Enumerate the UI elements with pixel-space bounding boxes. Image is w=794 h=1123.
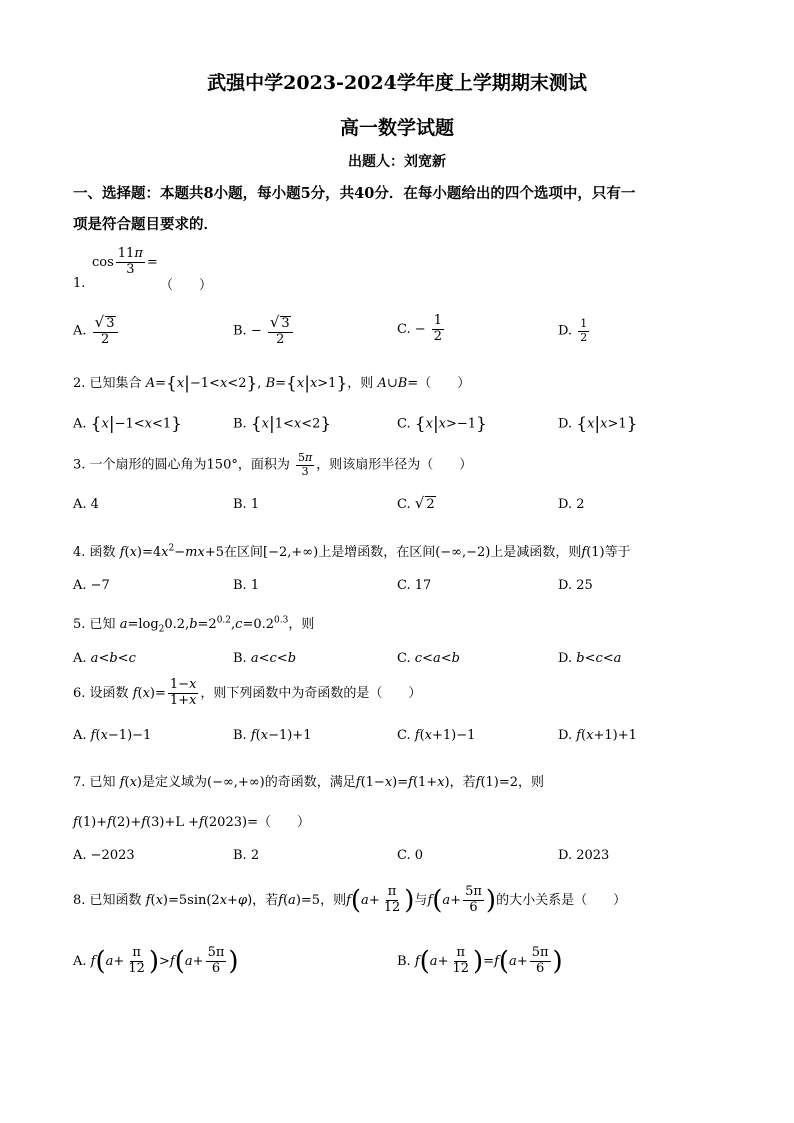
q5-option-d: D. b<c<a [558,651,622,666]
q5-option-b: B. a<c<b [233,651,297,666]
q7-mid1: 是定义域为 [142,775,208,790]
q6-stem-text: 6. 设函数 [73,685,129,701]
q3-option-b: B. 1 [233,497,260,512]
q1-option-a: A. $\frac{√ 3}{2}$ [73,314,120,348]
q7-option-a: A. −2023 [73,848,135,863]
q5-option-c-label: C. [397,651,411,666]
q2-option-d-label: D. [558,416,573,432]
q4-mid2: 上是增函数，在区间 [318,545,436,560]
q3-option-d: D. 2 [558,497,585,512]
q8-mid2: ，则 [320,892,347,908]
section-heading-line1: 一、选择题：本题共8小题，每小题5分，共40分．在每小题给出的四个选项中，只有一 [73,185,636,202]
q6-tail: ，则下列函数中为奇函数的是（ ） [200,685,422,701]
q5-stem-text: 5. 已知 [73,617,116,632]
q5-option-c: C. c<a<b [397,651,460,666]
q4-mid1: 在区间 [224,545,264,560]
q8-option-a: A. f(a+ $\frac{\pi}{12}$ )>f(a+ $\frac{5\pi}{6}$ ) [73,945,239,977]
q7-tail: ，则 [518,775,545,790]
q2-option-a: A. {x|−1<x<1} [73,414,182,434]
q3-option-c-label: C. [397,497,411,512]
q5-option-d-label: D. [558,651,573,666]
q3-stem-text: 3. 一个扇形的圆心角为150°，面积为 [73,457,290,473]
q3-option-a: A. 4 [73,497,99,512]
q5-stem: 5. 已知 $a=\log_20.2,b=2^{0.2},c=0.2^{0.3}$，则 [73,615,315,635]
q8-tail: 的大小关系是（ ） [496,892,627,908]
q2-tail: ，则 [347,376,374,391]
section-heading-line2: 项是符合题目要求的． [73,216,218,233]
q3-stem: 3. 一个扇形的圆心角为150°，面积为 $\frac{5\pi}{3}$ ，则该扇形半径为（ ） [73,451,473,478]
q7-option-b: B. 2 [233,848,260,863]
exam-subtitle: 高一数学试题 [339,117,454,139]
q7-paren: （ ） [257,815,310,830]
q1-paren: （ ） [160,278,213,293]
q4-option-b: B. 1 [233,578,260,593]
q7-stem: 7. 已知 f(x)是定义域为(−∞,+∞)的奇函数，满足f(1−x)=f(1+x)，若f(1)=2，则 [73,775,545,790]
exam-author: 出题人：刘宽新 [348,154,446,170]
q6-option-d-label: D. [558,728,573,743]
q2-option-c-label: C. [397,416,411,432]
q6-stem: 6. 设函数 f(x)= $\frac{1-x}{1+x}$ ，则下列函数中为奇函数的是（ ） [73,677,422,708]
q1-option-d: D. $\frac{1}{2}$ [558,317,588,344]
q6-option-d: D. f(x+1)+1 [558,728,637,743]
q8-stem-text: 8. 已知函数 [73,892,142,908]
q4-mid3: 上是减函数，则 [490,545,582,560]
q4-option-d: D. 25 [558,578,593,593]
q6-option-c-label: C. [397,728,411,743]
q1-option-c-label: C. [397,321,411,337]
q2-option-b: B. {x|1<x<2} [233,414,332,434]
q7-option-c: C. 0 [397,848,424,863]
q4-tail: 等于 [604,545,631,560]
q6-option-b-label: B. [233,728,247,743]
q3-tail: ，则该扇形半径为（ ） [316,457,473,473]
q5-tail: ，则 [288,617,315,632]
q2-option-b-label: B. [233,416,247,432]
q5-option-b-label: B. [233,651,247,666]
q2-stem: 2. 已知集合 A={x|−1<x<2}, B={x|x>1}，则 A∪B=（ ） [73,373,471,394]
q6-option-a-label: A. [73,728,87,743]
q6-option-a: A. f(x−1)−1 [73,728,152,743]
q2-option-c: C. {x|x>−1} [397,414,487,434]
q1-option-b-label: B. [233,323,247,339]
exam-title: 武强中学2023-2024学年度上学期期末测试 [207,72,587,94]
q4-option-c: C. 17 [397,578,432,593]
q8-mid3: 与 [414,892,428,908]
q2-option-a-label: A. [73,416,87,432]
q5-option-a-label: A. [73,651,87,666]
q1-stem: cos $\frac{11\pi}{3}$ = [92,246,158,277]
q4-option-a: A. −7 [73,578,110,593]
q4-stem-text: 4. 函数 [73,545,116,560]
q6-option-b: B. f(x−1)+1 [233,728,312,743]
q7-option-d: D. 2023 [558,848,610,863]
q7-mid2: 的奇函数，满足 [264,775,356,790]
q1-option-a-label: A. [73,323,87,339]
q8-mid1: ，若 [252,892,279,908]
q8-option-b-label: B. [397,953,411,969]
q2-stem-text: 2. 已知集合 [73,376,142,391]
q7-mid3: ，若 [449,775,476,790]
q4-stem: 4. 函数 $f(x)=4x^2-mx+5$在区间[−2,+∞)上是增函数，在区间(−∞,−2)上是减函数，则f(1)等于 [73,543,631,560]
q1-option-c: C. − $\frac{1}{2}$ [397,313,443,344]
q8-option-a-label: A. [73,953,87,969]
q2-option-d: D. {x|x>1} [558,414,638,434]
q1-option-b: B. − $\frac{√ 3}{2}$ [233,314,295,348]
q3-option-c: C. √ 2 [397,494,435,512]
q8-stem: 8. 已知函数 f(x)=5sin(2x+φ)，若f(a)=5，则f(a+ $\frac{\pi}{12}$ )与f(a+ $\frac{5\pi}{6}$ )的大小关系是（ ） [73,884,627,916]
q1-number: 1. [73,276,86,291]
q8-option-b: B. f(a+ $\frac{\pi}{12}$ )=f(a+ $\frac{5\pi}{6}$ ) [397,945,563,977]
q6-option-c: C. f(x+1)−1 [397,728,476,743]
q5-option-a: A. a<b<c [73,651,136,666]
q7-stem-text: 7. 已知 [73,775,116,790]
q1-option-d-label: D. [558,323,573,339]
q7-expression: f(1)+f(2)+f(3)+L +f(2023)=（ ） [73,815,310,830]
q2-paren: （ ） [418,376,471,391]
